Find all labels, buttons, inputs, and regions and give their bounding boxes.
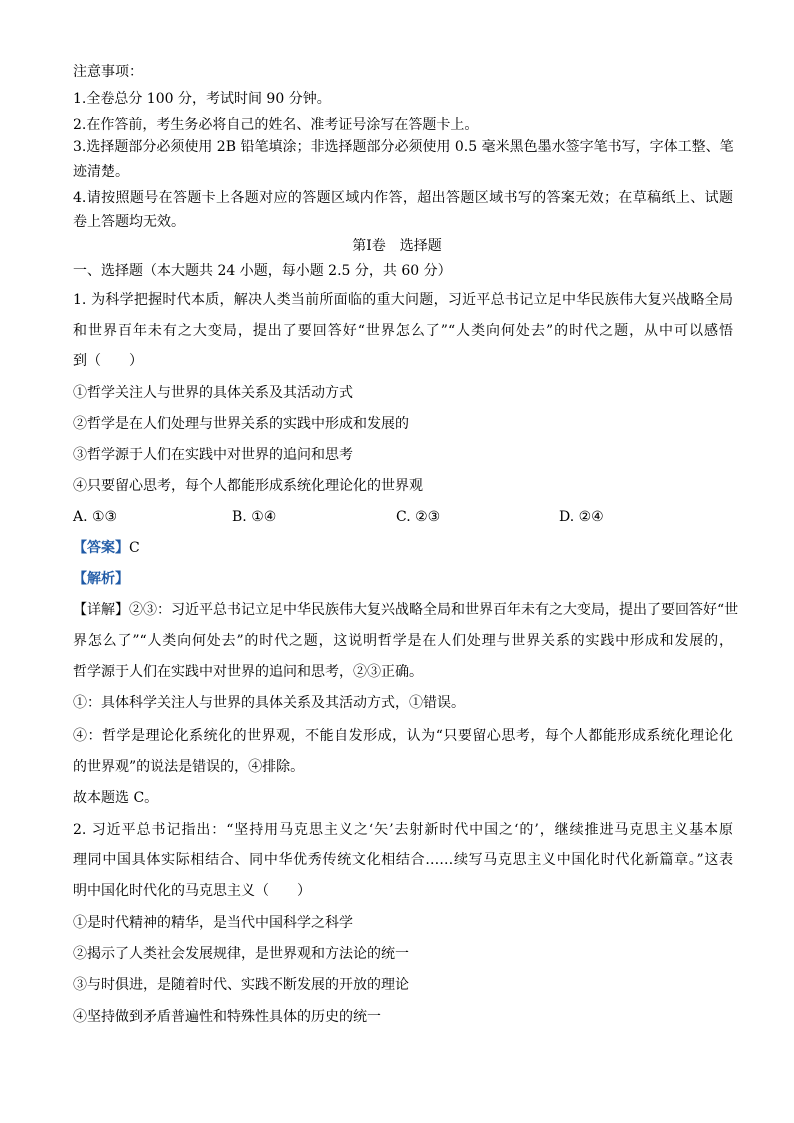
notice-item: 2.在作答前，考生务必将自己的姓名、准考证号涂写在答题卡上。 — [73, 117, 479, 133]
notice-title: 注意事项： — [73, 64, 143, 80]
q1-stem-line: 1. 为科学把握时代本质，解决人类当前所面临的重大问题，习近平总书记立足中华民族伟大复兴战略全局 — [73, 292, 733, 308]
q1-analysis-line — [73, 570, 733, 588]
q1-detail-line: 故本题选 C。 — [73, 790, 159, 806]
q1-stem-line: 和世界百年未有之大变局，提出了要回答好“世界怎么了”“人类向何处去”的时代之题，从中可以感悟 — [73, 323, 733, 339]
notice-item: 4.请按照题号在答题卡上各题对应的答题区域内作答，超出答题区域书写的答案无效；在草稿纸上、试题 — [73, 190, 733, 206]
q1-detail-line: ④：哲学是理论化系统化的世界观，不能自发形成，认为“只要留心思考，每个人都能形成系统化理论化 — [73, 728, 733, 744]
notice-item: 1.全卷总分 100 分，考试时间 90 分钟。 — [73, 91, 331, 107]
q1-stem-line: 到（ ） — [73, 353, 143, 369]
q2-statement: ④坚持做到矛盾普遍性和特殊性具体的历史的统一 — [73, 1009, 381, 1025]
q1-answer-line — [73, 539, 733, 557]
q2-stem-line: 理同中国具体实际相结合、同中华优秀传统文化相结合……续写马克思主义中国化时代化新篇章。”这表 — [73, 852, 733, 868]
section-title: 第Ⅰ卷 选择题 — [352, 238, 442, 254]
detail-text: ②③：习近平总书记立足中华民族伟大复兴战略全局和世界百年未有之大变局，提出了要回答好“世 — [129, 602, 739, 618]
q1-statement: ①哲学关注人与世界的具体关系及其活动方式 — [73, 385, 353, 401]
q1-statement: ③哲学源于人们在实践中对世界的追问和思考 — [73, 447, 353, 463]
q1-option-a: A. ①③ — [73, 509, 118, 525]
q2-stem-line: 2. 习近平总书记指出：“坚持用马克思主义之‘矢’去射新时代中国之‘的’，继续推进马克思主义基本原 — [73, 822, 733, 838]
q1-option-c: C. ②③ — [396, 509, 441, 525]
notice-item: 迹清楚。 — [73, 164, 129, 180]
notice-item: 3.选择题部分必须使用 2B 铅笔填涂；非选择题部分必须使用 0.5 毫米黑色墨水签字笔书写，字体工整、笔 — [73, 139, 734, 155]
q2-statement: ②揭示了人类社会发展规律，是世界观和方法论的统一 — [73, 946, 409, 962]
q2-statement: ③与时俱进，是随着时代、实践不断发展的开放的理论 — [73, 977, 409, 993]
q1-detail-line — [73, 601, 739, 619]
section-heading: 一、选择题（本大题共 24 小题，每小题 2.5 分，共 60 分） — [73, 263, 452, 279]
q1-options — [73, 508, 733, 526]
q2-statement: ①是时代精神的精华，是当代中国科学之科学 — [73, 915, 353, 931]
notice-item: 卷上答题均无效。 — [73, 214, 185, 230]
analysis-tag: 【解析】 — [73, 571, 129, 587]
q1-option-d: D. ②④ — [559, 509, 604, 525]
detail-tag: 【详解】 — [73, 602, 129, 618]
answer-value: C — [129, 540, 140, 556]
q1-detail-line: 哲学源于人们在实践中对世界的追问和思考，②③正确。 — [73, 664, 423, 680]
q1-option-b: B. ①④ — [232, 509, 277, 525]
q1-statement: ④只要留心思考，每个人都能形成系统化理论化的世界观 — [73, 478, 423, 494]
answer-tag: 【答案】 — [73, 540, 129, 556]
q1-statement: ②哲学是在人们处理与世界关系的实践中形成和发展的 — [73, 416, 409, 432]
q1-detail-line: 的世界观”的说法是错误的，④排除。 — [73, 759, 305, 775]
q2-stem-line: 明中国化时代化的马克思主义（ ） — [73, 883, 311, 899]
q1-detail-line: 界怎么了”“人类向何处去”的时代之题，这说明哲学是在人们处理与世界关系的实践中形成和发展的， — [73, 633, 733, 649]
q1-detail-line: ①：具体科学关注人与世界的具体关系及其活动方式，①错误。 — [73, 695, 465, 711]
